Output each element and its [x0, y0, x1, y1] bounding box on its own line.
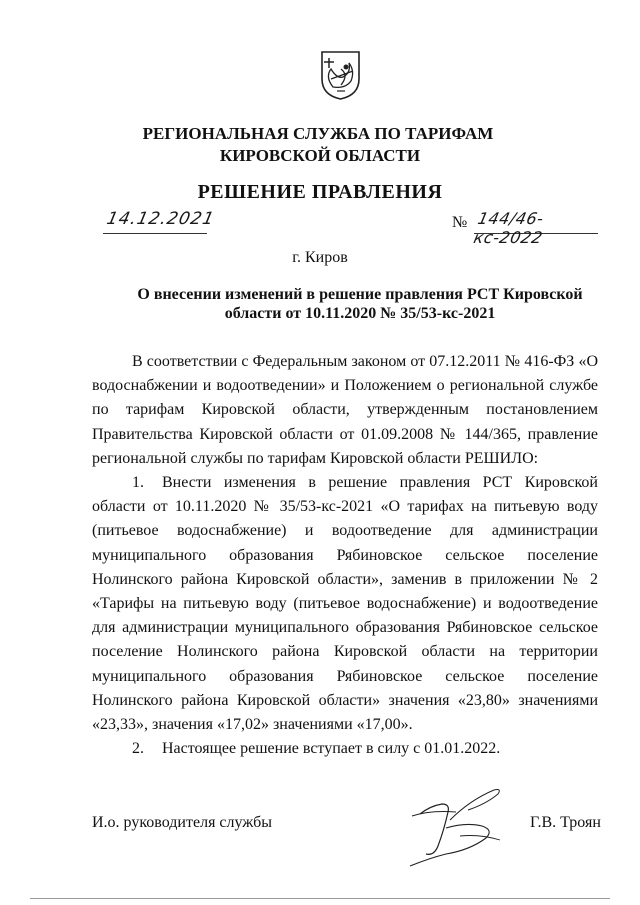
item-number: 2. [132, 740, 144, 758]
number-field [471, 209, 598, 247]
coat-of-arms-emblem [319, 49, 362, 101]
handwritten-signature [390, 770, 510, 874]
list-item [92, 737, 598, 761]
bottom-divider [30, 898, 610, 899]
signatory-position: И.о. руководителя службы [92, 814, 273, 831]
list-item [92, 471, 598, 737]
item-number: 1. [132, 474, 144, 492]
organization-name-line1: РЕГИОНАЛЬНАЯ СЛУЖБА ПО ТАРИФАМ [142, 124, 494, 143]
subject-line2: области от 10.11.2020 № 35/53-кс-2021 [224, 305, 496, 322]
organization-name-line2: КИРОВСКОЙ ОБЛАСТИ [219, 146, 421, 165]
signatory-name: Г.В. Троян [530, 814, 601, 831]
preamble-paragraph: В соответствии с Федеральным законом от 07.12.2011 № 416-ФЗ «О водоснабжении и водоотведении» и Положением о региональной службе по тарифам Кировской области, утвержденным постановлением Правительства Кировской области от 01.09.2008 № 144/365, правление региональной службы по тарифам Кировской области РЕШИЛО: [92, 353, 598, 467]
handwritten-number: 144/46-кс-2022 [471, 209, 546, 247]
subject-heading [130, 285, 590, 323]
item-text: Внести изменения в решение правления РСТ Кировской области от 10.11.2020 № 35/53-кс-2021 «О тарифах на питьевую воду (питьевое водоснабжение) и водоотведение для администрации муниципального образования Рябиновское сельское поселение Нолинского района Кировской области», заменив в приложении № 2 «Тарифы на питьевую воду (питьевое водоснабжение) и водоотведение для администрации муниципального образования Рябиновское сельское поселение Нолинского района Кировской области на территории муниципального образования Рябиновское сельское поселение Нолинского района Кировской области» значения «23,80» значениями «23,33», значения «17,02» значениями «17,00». [92, 474, 598, 734]
number-label: № [452, 214, 468, 231]
city: г. Киров [292, 249, 348, 266]
subject-line1: О внесении изменений в решение правления РСТ Кировской [137, 286, 583, 303]
document-title: РЕШЕНИЕ ПРАВЛЕНИЯ [197, 181, 443, 203]
date-field [103, 209, 217, 234]
item-text: Настоящее решение вступает в силу с 01.01.2022. [162, 740, 501, 758]
handwritten-date: 14.12.2021 [104, 209, 217, 229]
document-body [92, 350, 598, 761]
